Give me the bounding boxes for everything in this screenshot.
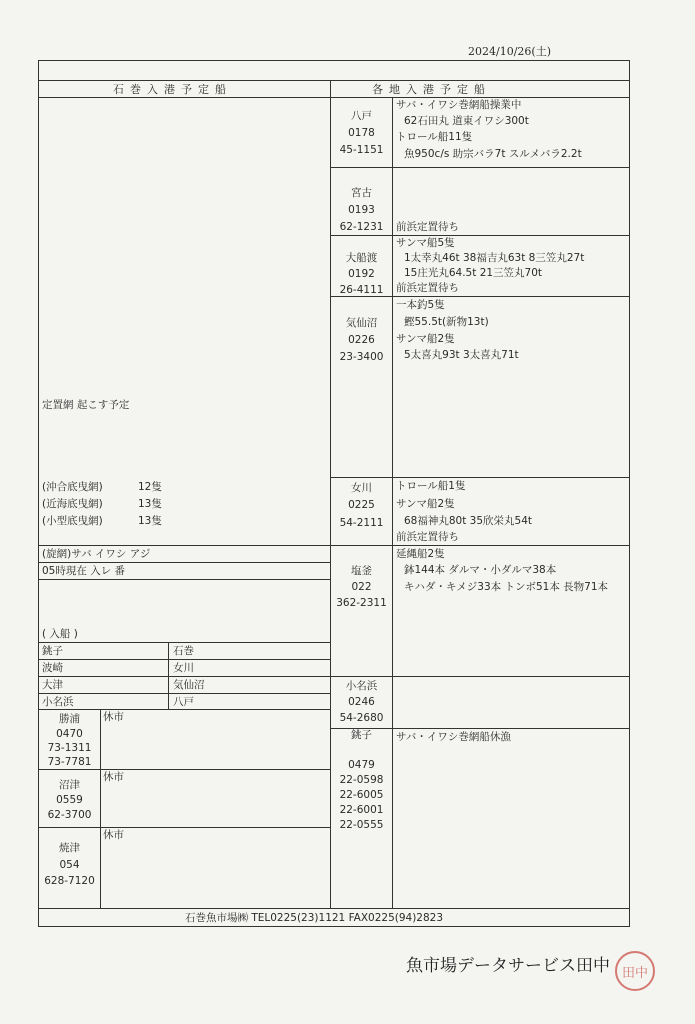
port-line: 15庄光丸64.5t 21三笠丸70t bbox=[404, 267, 543, 279]
port-tel: 45-1151 bbox=[339, 144, 384, 156]
port-tel: 22-6005 bbox=[339, 789, 384, 801]
set-net-note: 定置網 起こす予定 bbox=[42, 399, 130, 411]
port-name: 宮古 bbox=[351, 187, 372, 199]
port-tel: 0193 bbox=[348, 204, 375, 216]
market-tel: 73-7781 bbox=[47, 756, 92, 768]
port-line: トロール船1隻 bbox=[396, 480, 466, 492]
port-line: 5太喜丸93t 3太喜丸71t bbox=[404, 349, 519, 361]
port-tel: 0226 bbox=[348, 334, 375, 346]
trawl-count: 13隻 bbox=[138, 515, 162, 527]
port-line: キハダ・キメジ33本 トンボ51本 長物71本 bbox=[404, 581, 609, 593]
port-cell: 銚子 bbox=[42, 645, 63, 657]
port-line: 前浜定置待ち bbox=[396, 282, 459, 294]
port-tel: 23-3400 bbox=[339, 351, 384, 363]
trawl-label: (沖合底曳網) bbox=[42, 481, 103, 493]
port-tel: 0225 bbox=[348, 499, 375, 511]
port-cell: 気仙沼 bbox=[173, 679, 205, 691]
port-name: 女川 bbox=[351, 482, 372, 494]
port-tel: 362-2311 bbox=[336, 597, 387, 609]
market-status: 休市 bbox=[103, 829, 124, 841]
port-line: 前浜定置待ち bbox=[396, 221, 459, 233]
port-cell: 波崎 bbox=[42, 662, 63, 674]
port-cell: 大津 bbox=[42, 679, 63, 691]
port-line: 前浜定置待ち bbox=[396, 531, 459, 543]
port-line: 一本釣5隻 bbox=[396, 299, 445, 311]
market-tel: 054 bbox=[59, 859, 80, 871]
market-tel: 0559 bbox=[56, 794, 83, 806]
port-tel: 54-2111 bbox=[339, 517, 384, 529]
port-tel: 0192 bbox=[348, 268, 375, 280]
port-name: 八戸 bbox=[351, 110, 372, 122]
market-name: 勝浦 bbox=[59, 713, 80, 725]
trawl-count: 13隻 bbox=[138, 498, 162, 510]
seine-status: 05時現在 入レ 番 bbox=[42, 565, 126, 577]
port-tel: 62-1231 bbox=[339, 221, 384, 233]
port-line: 鉢144本 ダルマ・小ダルマ38本 bbox=[404, 564, 557, 576]
port-name: 塩釜 bbox=[351, 565, 372, 577]
port-line: トロール船11隻 bbox=[396, 131, 473, 143]
port-line: 68福神丸80t 35欣栄丸54t bbox=[404, 515, 533, 527]
port-tel: 0178 bbox=[348, 127, 375, 139]
inbound-label: ( 入船 ) bbox=[42, 628, 78, 640]
port-line: 62石田丸 道東イワシ300t bbox=[404, 115, 529, 127]
market-tel: 62-3700 bbox=[47, 809, 92, 821]
name-stamp: 田中 bbox=[615, 951, 655, 991]
port-name: 大船渡 bbox=[345, 252, 378, 264]
port-name: 小名浜 bbox=[345, 680, 378, 692]
right-column-header: 各地入港予定船 bbox=[372, 83, 491, 96]
port-tel: 22-6001 bbox=[339, 804, 384, 816]
market-tel: 0470 bbox=[56, 728, 83, 740]
port-line: 鰹55.5t(新物13t) bbox=[404, 316, 489, 328]
port-tel: 54-2680 bbox=[339, 712, 384, 724]
trawl-count: 12隻 bbox=[138, 481, 162, 493]
trawl-label: (近海底曳網) bbox=[42, 498, 103, 510]
market-tel: 73-1311 bbox=[47, 742, 92, 754]
port-tel: 0246 bbox=[348, 696, 375, 708]
port-line: 延縄船2隻 bbox=[396, 548, 445, 560]
seine-label: (旋網)サバ イワシ アジ bbox=[42, 548, 151, 560]
port-line: 魚950c/s 助宗バラ7t スルメバラ2.2t bbox=[404, 148, 582, 160]
port-line: 1太幸丸46t 38福吉丸63t 8三笠丸27t bbox=[404, 252, 585, 264]
trawl-label: (小型底曳網) bbox=[42, 515, 103, 527]
footer-contact: 石巻魚市場㈱ TEL0225(23)1121 FAX0225(94)2823 bbox=[185, 912, 444, 924]
port-line: サンマ船2隻 bbox=[396, 333, 455, 345]
port-tel: 22-0598 bbox=[339, 774, 384, 786]
market-name: 焼津 bbox=[59, 842, 80, 854]
signature: 魚市場データサービス田中 bbox=[406, 956, 610, 976]
market-tel: 628-7120 bbox=[44, 875, 95, 887]
market-status: 休市 bbox=[103, 771, 124, 783]
port-cell: 石巻 bbox=[173, 645, 194, 657]
port-cell: 小名浜 bbox=[42, 696, 74, 708]
market-name: 沼津 bbox=[59, 779, 80, 791]
report-date: 2024/10/26(土) bbox=[468, 45, 551, 58]
port-tel: 0479 bbox=[348, 759, 375, 771]
port-tel: 022 bbox=[351, 581, 372, 593]
port-cell: 八戸 bbox=[173, 696, 194, 708]
port-tel: 22-0555 bbox=[339, 819, 384, 831]
port-line: サンマ船2隻 bbox=[396, 498, 455, 510]
port-name: 気仙沼 bbox=[345, 317, 378, 329]
port-line: サバ・イワシ巻網船休漁 bbox=[396, 731, 511, 743]
port-line: サンマ船5隻 bbox=[396, 237, 455, 249]
left-column-header: 石巻入港予定船 bbox=[113, 83, 232, 96]
market-status: 休市 bbox=[103, 711, 124, 723]
port-tel: 26-4111 bbox=[339, 284, 384, 296]
port-cell: 女川 bbox=[173, 662, 194, 674]
port-line: サバ・イワシ巻網船操業中 bbox=[396, 99, 522, 111]
port-name: 銚子 bbox=[351, 729, 372, 741]
